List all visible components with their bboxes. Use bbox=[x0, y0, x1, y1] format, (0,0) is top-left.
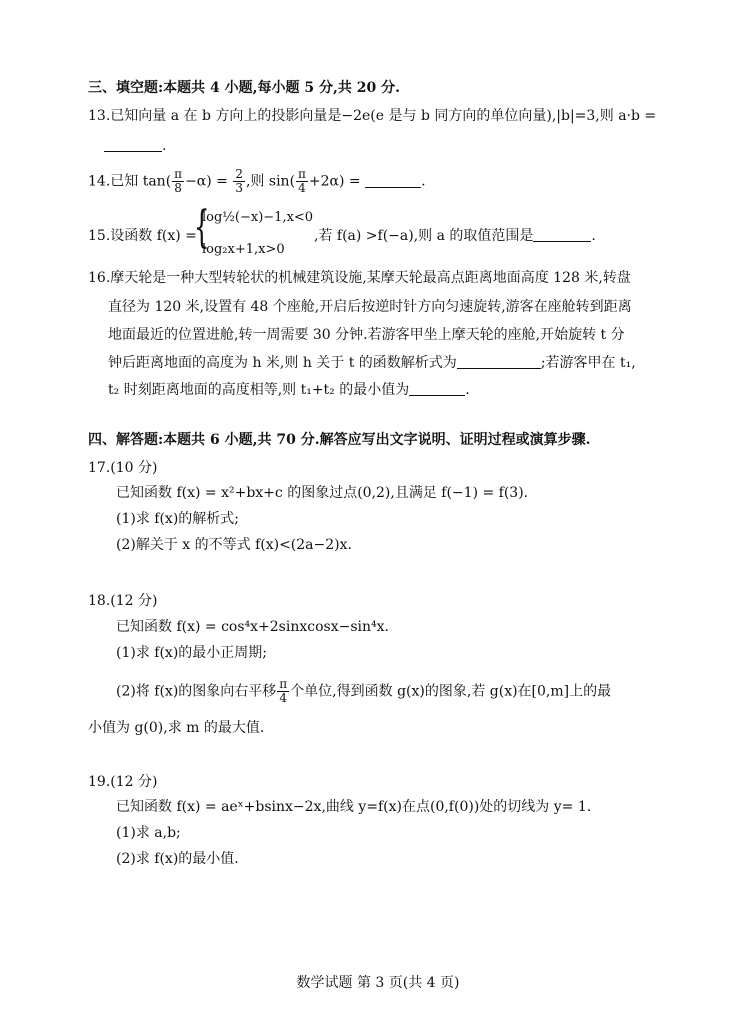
q14-fraction-3: $\frac{\pi}{4}$ bbox=[298, 167, 306, 195]
q16-line-5a: t₂ 时刻距离地面的高度相等,则 t₁+t₂ 的最小值为 bbox=[108, 382, 410, 398]
q16-line-2: 直径为 120 米,设置有 48 个座舱,开启后按逆时针方向匀速旋转,游客在座舱转到距离 bbox=[108, 299, 632, 315]
q19-part-1: (1)求 a,b; bbox=[116, 825, 181, 841]
q14-mid-3: +2α) = bbox=[308, 173, 361, 190]
piecewise-brace: { bbox=[194, 202, 210, 253]
q16-line-4a: 钟后距离地面的高度为 h 米,则 h 关于 t 的函数解析式为 bbox=[108, 355, 457, 371]
q15-prefix: 15.设函数 f(x) = bbox=[88, 228, 197, 244]
q13-text: 13.已知向量 a 在 b 方向上的投影向量是−2e(e 是与 b 同方向的单位向量),|b|=3,则 a·b = bbox=[88, 108, 657, 124]
q16-line-4b: ;若游客甲在 t₁, bbox=[540, 355, 636, 371]
q18-stem: 已知函数 f(x) = cos⁴x+2sinxcosx−sin⁴x. bbox=[116, 619, 389, 635]
q18-part-1: (1)求 f(x)的最小正周期; bbox=[116, 645, 267, 661]
q18-part-2a: (2)将 f(x)的图象向右平移 bbox=[116, 683, 277, 700]
section4-heading: 四、解答题:本题共 6 小题,共 70 分.解答应写出文字说明、证明过程或演算步骤. bbox=[88, 432, 591, 448]
q19-stem: 已知函数 f(x) = aeˣ+bsinx−2x,曲线 y=f(x)在点(0,f(0))处的切线为 y= 1. bbox=[116, 799, 592, 815]
q15-tail: . bbox=[591, 228, 596, 244]
answer-blank bbox=[365, 173, 421, 188]
q16-line-4 bbox=[108, 353, 636, 373]
q13-tail: . bbox=[162, 138, 167, 154]
q16-line-1: 16.摩天轮是一种大型转轮状的机械建筑设施,某摩天轮最高点距离地面高度 128 米,转盘 bbox=[88, 270, 631, 286]
q16-line-5 bbox=[108, 380, 470, 400]
answer-blank bbox=[104, 137, 162, 152]
q19-part-2: (2)求 f(x)的最小值. bbox=[116, 851, 239, 867]
answer-blank bbox=[533, 227, 591, 242]
q18-part-2c: 小值为 g(0),求 m 的最大值. bbox=[88, 720, 265, 736]
q13-answer-line bbox=[104, 136, 166, 156]
q14-mid-2: ,则 sin( bbox=[245, 173, 296, 190]
q15-suffix: ,若 f(a) >f(−a),则 a 的取值范围是 bbox=[314, 228, 534, 244]
q16-line-3: 地面最近的位置进舱,转一周需要 30 分钟.若游客甲坐上摩天轮的座舱,开始旋转 t 分 bbox=[108, 327, 625, 343]
q17-part-2: (2)解关于 x 的不等式 f(x)<(2a−2)x. bbox=[116, 537, 352, 553]
q17-part-1: (1)求 f(x)的解析式; bbox=[116, 511, 239, 527]
q14-mid-1: −α) = bbox=[185, 173, 228, 190]
answer-blank bbox=[457, 354, 541, 369]
q15-piece-1: log½(−x)−1,x<0 bbox=[202, 210, 314, 225]
q14-line bbox=[88, 168, 426, 195]
page-footer: 数学试题 第 3 页(共 4 页) bbox=[296, 975, 460, 991]
q18-part-2 bbox=[116, 678, 611, 705]
q17-stem: 已知函数 f(x) = x²+bx+c 的图象过点(0,2),且满足 f(−1) = f(3). bbox=[116, 485, 529, 501]
q18-fraction: $\frac{\pi}{4}$ bbox=[279, 677, 288, 705]
q14-prefix: 14.已知 tan( bbox=[88, 173, 172, 190]
section3-heading: 三、填空题:本题共 4 小题,每小题 5 分,共 20 分. bbox=[88, 80, 400, 96]
q15-suffix-line bbox=[314, 226, 596, 246]
q14-fraction-1: $\frac{\pi}{8}$ bbox=[174, 167, 183, 195]
answer-blank bbox=[409, 381, 465, 396]
q15-piece-2: log₂x+1,x>0 bbox=[202, 242, 285, 257]
q18-title: 18.(12 分) bbox=[88, 593, 158, 609]
q17-title: 17.(10 分) bbox=[88, 460, 158, 476]
q19-title: 19.(12 分) bbox=[88, 774, 158, 790]
q14-fraction-2: $\frac{2}{3}$ bbox=[235, 167, 243, 195]
q18-part-2b: 个单位,得到函数 g(x)的图象,若 g(x)在[0,m]上的最 bbox=[290, 683, 612, 700]
q16-line-5b: . bbox=[465, 382, 470, 398]
q14-tail: . bbox=[421, 173, 426, 190]
